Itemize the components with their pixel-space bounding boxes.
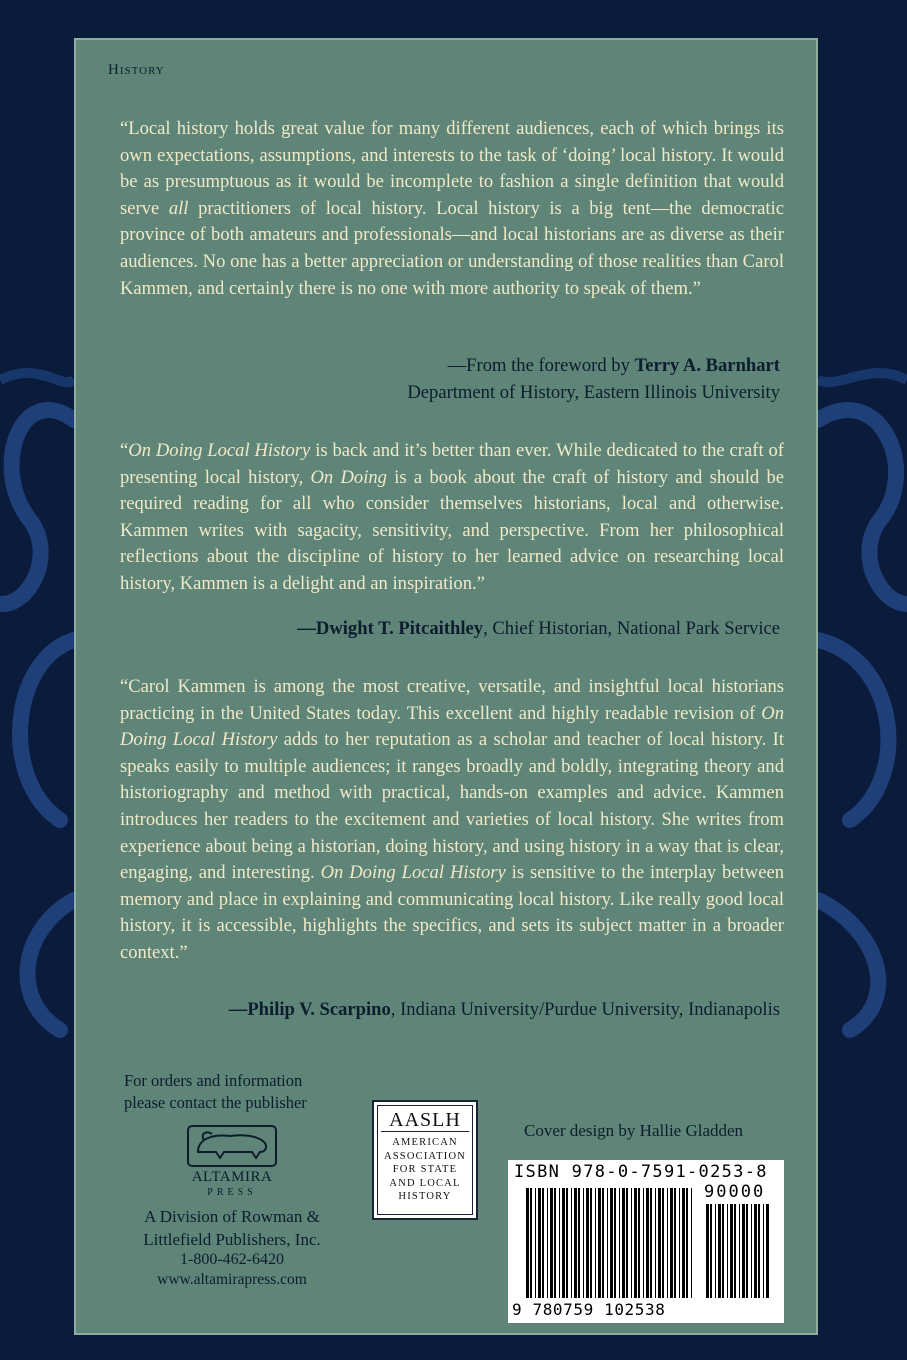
barcode-bar bbox=[638, 1188, 640, 1298]
barcode-bar bbox=[754, 1204, 757, 1298]
barcode-bar bbox=[547, 1188, 548, 1298]
isbn-text: ISBN 978-0-7591-0253-8 bbox=[514, 1162, 768, 1182]
quote2-part2: is a book about the craft of history and should be required reading for all who consider themselves historians, local and otherwise. Kammen writes with sagacity, sensitivity, and perspective. From her philosophical reflections about the discipline of history to her learned advice on researching local history, Kammen is a delight and an inspiration.” bbox=[120, 466, 785, 594]
barcode-bar bbox=[610, 1188, 613, 1298]
barcode-bar bbox=[742, 1204, 745, 1298]
barcode-bar bbox=[631, 1188, 632, 1298]
barcode-bar bbox=[766, 1204, 769, 1298]
barcode-bar bbox=[691, 1188, 692, 1298]
category-label: History bbox=[108, 62, 165, 78]
barcode-bar bbox=[706, 1204, 709, 1298]
barcode-bar bbox=[626, 1188, 628, 1298]
quote1-emphasis: all bbox=[168, 197, 189, 219]
price-code: 90000 bbox=[704, 1182, 766, 1202]
quote3-title1: On Doing Local History bbox=[120, 702, 784, 751]
barcode-bar bbox=[718, 1204, 721, 1298]
barcode-bar bbox=[566, 1188, 568, 1298]
barcode-bar bbox=[646, 1188, 649, 1298]
attribution1-prefix: —From the foreword by bbox=[447, 355, 635, 376]
quote-barnhart bbox=[120, 116, 784, 302]
quote2-title1: On Doing Local History bbox=[128, 440, 311, 461]
barcode-bar bbox=[583, 1188, 584, 1298]
attribution-scarpino bbox=[229, 996, 780, 1023]
barcode-bar bbox=[715, 1204, 716, 1298]
barcode-bar bbox=[607, 1188, 608, 1298]
barcode-bar bbox=[686, 1188, 688, 1298]
attribution-pitcaithley bbox=[297, 615, 780, 642]
attribution3-name: —Philip V. Scarpino bbox=[228, 999, 391, 1020]
barcode-bar bbox=[526, 1188, 529, 1298]
barcode-bar bbox=[554, 1188, 556, 1298]
barcode-bar bbox=[722, 1204, 724, 1298]
barcode-bar bbox=[739, 1204, 740, 1298]
barcode-bar bbox=[658, 1188, 661, 1298]
publisher-website: www.altamirapress.com bbox=[157, 1271, 307, 1288]
barcode-bar bbox=[662, 1188, 664, 1298]
barcode-bar bbox=[574, 1188, 577, 1298]
barcode-bar bbox=[667, 1188, 668, 1298]
barcode-bar bbox=[727, 1204, 728, 1298]
quote2-open: “ bbox=[120, 440, 129, 461]
back-cover-panel bbox=[74, 38, 818, 1335]
barcode-bar bbox=[562, 1188, 565, 1298]
cover-design-credit: Cover design by Hallie Gladden bbox=[524, 1121, 744, 1140]
altamira-buffalo-icon bbox=[184, 1124, 280, 1168]
barcode-bar bbox=[682, 1188, 685, 1298]
barcode-bar bbox=[758, 1204, 760, 1298]
barcode-bar bbox=[578, 1188, 580, 1298]
quote3-part1: “Carol Kammen is among the most creative, versatile, and insightful local historians practicing in the United States today. This excellent and highly readable revision of bbox=[120, 676, 784, 724]
altamira-logo-word: ALTAMIRA bbox=[191, 1169, 273, 1185]
barcode-bar bbox=[571, 1188, 572, 1298]
quote1-open: “Local history holds great value for many different audiences, each of which brings its own expectations, assumptions, and interests to the task of ‘doing’ local history. It would be as presumptuous as it would be incomplete to fashion a single definition that would serve bbox=[120, 118, 784, 219]
aaslh-line: FOR STATE bbox=[392, 1164, 458, 1175]
barcode-bar bbox=[550, 1188, 553, 1298]
quote3-title2: On Doing Local History bbox=[320, 862, 506, 884]
isbn-barcode bbox=[508, 1160, 784, 1323]
quote-pitcaithley bbox=[120, 438, 784, 598]
barcode-bar bbox=[559, 1188, 560, 1298]
barcode-bar bbox=[679, 1188, 680, 1298]
attribution-barnhart bbox=[407, 352, 780, 406]
division-line1: A Division of Rowman & bbox=[144, 1207, 320, 1226]
barcode-bar bbox=[590, 1188, 592, 1298]
barcode-bar bbox=[614, 1188, 616, 1298]
orders-line2: please contact the publisher bbox=[124, 1093, 307, 1112]
aaslh-logo-inner bbox=[377, 1105, 473, 1215]
attribution1-affiliation: Department of History, Eastern Illinois University bbox=[407, 382, 780, 403]
aaslh-line: ASSOCIATION bbox=[383, 1150, 467, 1162]
barcode-bar bbox=[650, 1188, 652, 1298]
quote3-part3: is sensitive to the interplay between memory and place in explaining and communicating local history. Like really good local history, it is accessible, highlights the specifics, and sets its subject matter in a broader context.” bbox=[120, 862, 785, 963]
aaslh-line: AMERICAN bbox=[392, 1137, 458, 1148]
orders-line1: For orders and information bbox=[124, 1071, 303, 1090]
barcode-bar bbox=[730, 1204, 733, 1298]
aaslh-logo bbox=[372, 1100, 478, 1220]
attribution1-name: Terry A. Barnhart bbox=[634, 355, 780, 376]
attribution3-affiliation: , Indiana University/Purdue University, Indianapolis bbox=[390, 999, 780, 1020]
barcode-bar bbox=[535, 1188, 536, 1298]
quote2-part1: is back and it’s better than ever. While dedicated to the craft of presenting local history, bbox=[120, 440, 784, 488]
barcode-bar bbox=[598, 1188, 601, 1298]
attribution2-name: —Dwight T. Pitcaithley bbox=[297, 618, 484, 639]
altamira-logo-press: PRESS bbox=[207, 1187, 257, 1198]
quote3-part2: adds to her reputation as a scholar and teacher of local history. It speaks easily to multiple audiences; it ranges broadly and boldly, integrating theory and historiography and method with practical, hands-on examples and advice. Kammen introduces her readers to the excitement and varieties of local history. She writes from experience about being a historian, doing history, and using history in a way that is clear, engaging, and interesting. bbox=[120, 729, 785, 884]
barcode-bar bbox=[734, 1204, 736, 1298]
barcode-bar bbox=[655, 1188, 656, 1298]
division-line2: Littlefield Publishers, Inc. bbox=[143, 1230, 321, 1249]
barcode-bar bbox=[634, 1188, 637, 1298]
barcode-bar bbox=[622, 1188, 625, 1298]
attribution1-line bbox=[407, 352, 780, 379]
attribution2-affiliation: , Chief Historian, National Park Service bbox=[483, 618, 780, 639]
barcode-bar bbox=[643, 1188, 644, 1298]
barcode-bar bbox=[602, 1188, 604, 1298]
barcode-bar bbox=[530, 1188, 532, 1298]
aaslh-line: AND LOCAL bbox=[389, 1177, 461, 1189]
barcode-bar bbox=[538, 1188, 541, 1298]
barcode-bars bbox=[520, 1186, 780, 1302]
aaslh-line: HISTORY bbox=[398, 1191, 452, 1202]
barcode-bar bbox=[586, 1188, 589, 1298]
barcode-bar bbox=[670, 1188, 673, 1298]
publisher-phone: 1-800-462-6420 bbox=[180, 1251, 284, 1268]
barcode-bar bbox=[674, 1188, 676, 1298]
quote-scarpino bbox=[120, 674, 784, 967]
barcode-bar bbox=[542, 1188, 544, 1298]
aaslh-acronym: AASLH bbox=[381, 1106, 469, 1132]
barcode-bar bbox=[595, 1188, 596, 1298]
barcode-digits: 9 780759 102538 bbox=[512, 1300, 666, 1319]
publisher-info bbox=[106, 1070, 358, 1290]
barcode-bar bbox=[751, 1204, 752, 1298]
quote1-close: practitioners of local history. Local history is a big tent—the democratic province of both amateurs and professionals—and local historians are as diverse as their audiences. No one has a better appreciation or understanding of those realities than Carol Kammen, and certainly there is no one with more authority to speak of them.” bbox=[120, 197, 784, 299]
quote2-title2: On Doing bbox=[310, 466, 387, 488]
barcode-bar bbox=[746, 1204, 748, 1298]
barcode-bar bbox=[763, 1204, 764, 1298]
barcode-bar bbox=[710, 1204, 712, 1298]
barcode-bar bbox=[619, 1188, 620, 1298]
